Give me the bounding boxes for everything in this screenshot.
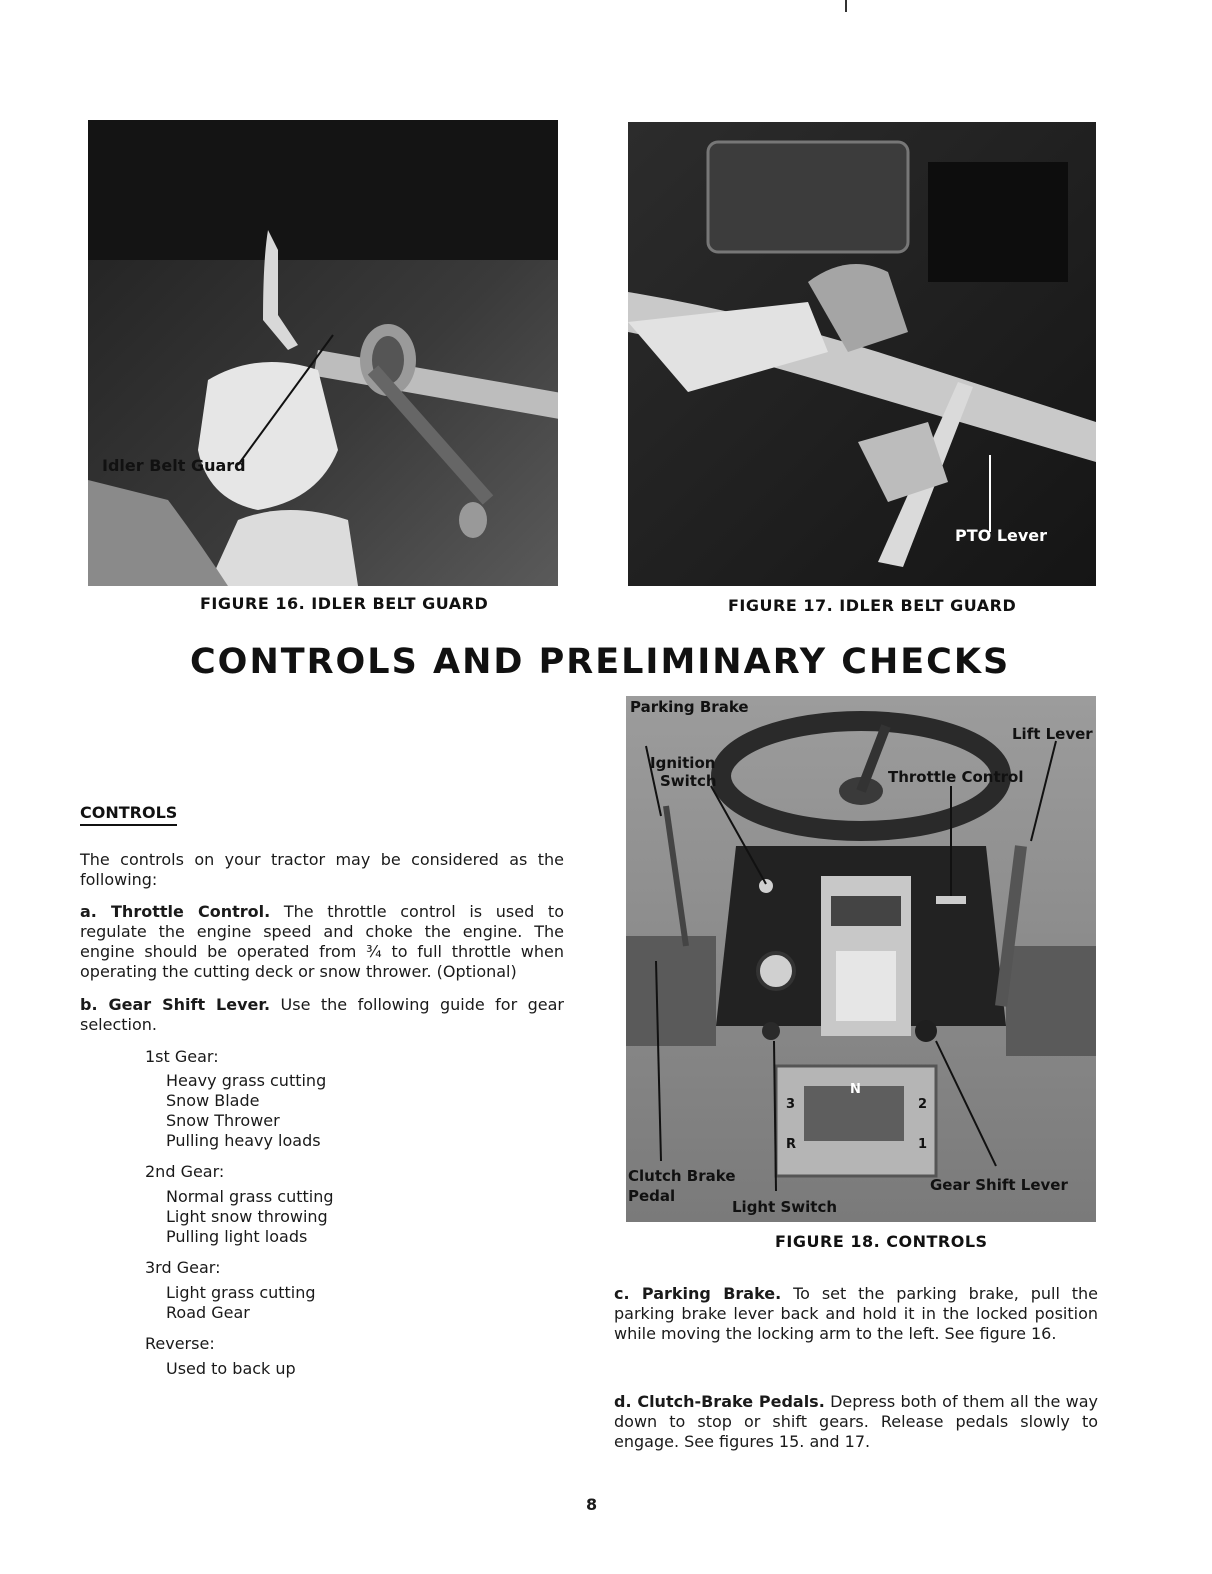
parking-brake-text: To set the parking brake, pull the parking brake lever back and hold it in the locked position while moving the locking arm to the left. See figure 16.	[614, 1284, 1099, 1343]
callout-lift-lever: Lift Lever	[1012, 725, 1093, 743]
shift-pattern-n: N	[850, 1082, 861, 1097]
throttle-control-label: a. Throttle Control.	[80, 902, 271, 921]
callout-gear-shift-lever: Gear Shift Lever	[930, 1176, 1068, 1194]
gear-item: Snow Blade	[166, 1091, 260, 1110]
section-heading-controls: CONTROLS	[80, 803, 177, 826]
shift-pattern-2: 2	[918, 1097, 928, 1112]
figure-18-caption: FIGURE 18. CONTROLS	[775, 1232, 988, 1251]
gear-item: Road Gear	[166, 1303, 250, 1322]
gear-shift-label: b. Gear Shift Lever.	[80, 995, 271, 1014]
callout-clutch-brake-2: Pedal	[628, 1187, 676, 1205]
callout-parking-brake: Parking Brake	[630, 698, 749, 716]
gear-shift-paragraph	[80, 995, 564, 1035]
gear-item: Used to back up	[166, 1359, 296, 1378]
callout-pto-lever: PTO Lever	[955, 526, 1048, 545]
figure-17-photo	[628, 122, 1096, 586]
gear-item: Normal grass cutting	[166, 1187, 334, 1206]
callout-ignition-switch-2: Switch	[660, 772, 717, 790]
callout-ignition-switch-1: Ignition	[650, 754, 716, 772]
top-mark	[845, 0, 847, 12]
gear-label-1st: 1st Gear:	[145, 1047, 219, 1066]
callout-throttle-control: Throttle Control	[888, 768, 1024, 786]
parking-brake-paragraph	[614, 1284, 1098, 1344]
callout-clutch-brake-1: Clutch Brake	[628, 1167, 736, 1185]
gear-label-reverse: Reverse:	[145, 1334, 215, 1353]
shift-pattern-3: 3	[786, 1097, 796, 1112]
controls-intro: The controls on your tractor may be considered as the following:	[80, 850, 564, 889]
gear-item: Light snow throwing	[166, 1207, 328, 1226]
gear-item: Pulling heavy loads	[166, 1131, 321, 1150]
page-number: 8	[586, 1495, 598, 1514]
callout-light-switch: Light Switch	[732, 1198, 838, 1216]
shift-pattern-r: R	[786, 1137, 797, 1152]
throttle-control-text: The throttle control is used to regulate the engine speed and choke the engine. The engine should be operated from ¾ to full throttle when operating the cutting deck or snow thrower. (Optional)	[80, 902, 564, 981]
gear-item: Light grass cutting	[166, 1283, 316, 1302]
gear-label-3rd: 3rd Gear:	[145, 1258, 221, 1277]
gear-shift-text: Use the following guide for gear selection.	[80, 995, 565, 1034]
gear-label-2nd: 2nd Gear:	[145, 1162, 225, 1181]
clutch-brake-label: d. Clutch-Brake Pedals.	[614, 1392, 825, 1411]
figure-16-caption: FIGURE 16. IDLER BELT GUARD	[200, 594, 489, 613]
figure-18-photo	[626, 696, 1096, 1222]
parking-brake-label: c. Parking Brake.	[614, 1284, 782, 1303]
figure-16-photo	[88, 120, 558, 586]
callout-idler-belt-guard: Idler Belt Guard	[102, 456, 246, 475]
clutch-brake-paragraph	[614, 1392, 1098, 1452]
gear-item: Snow Thrower	[166, 1111, 280, 1130]
gear-item: Pulling light loads	[166, 1227, 308, 1246]
throttle-control-paragraph	[80, 902, 564, 982]
page-title: CONTROLS AND PRELIMINARY CHECKS	[190, 642, 1011, 682]
clutch-brake-text: Depress both of them all the way down to stop or shift gears. Release pedals slowly to engage. See figures 15. and 17.	[614, 1392, 1098, 1451]
gear-item: Heavy grass cutting	[166, 1071, 327, 1090]
figure-17-caption: FIGURE 17. IDLER BELT GUARD	[728, 596, 1017, 615]
shift-pattern-1: 1	[918, 1137, 928, 1152]
